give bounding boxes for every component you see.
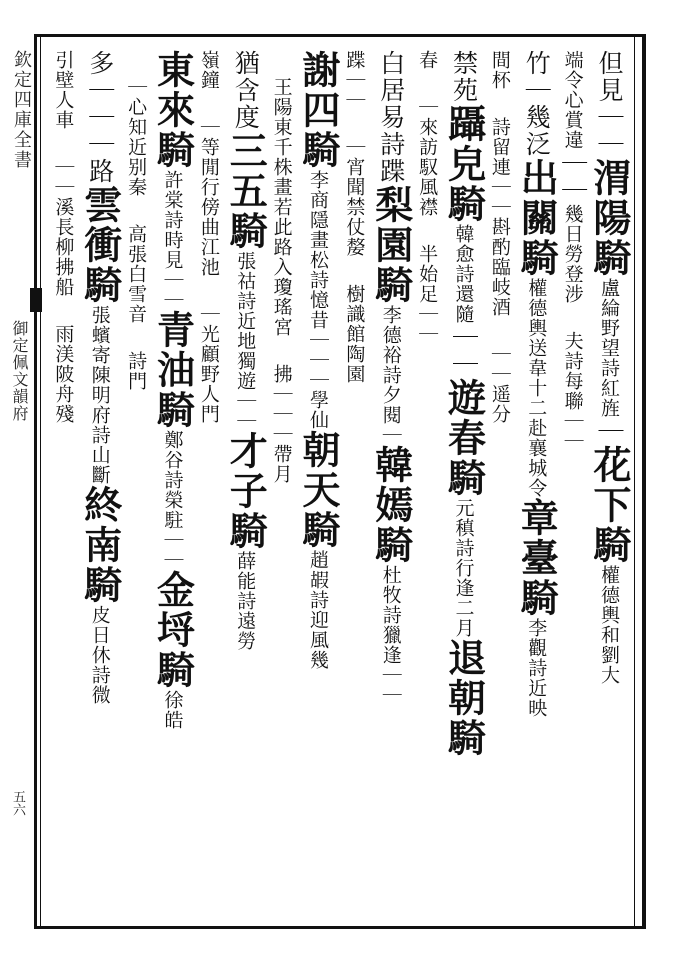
text-segment bbox=[49, 297, 78, 324]
text-segment: 李觀詩近映 bbox=[525, 618, 548, 718]
text-segment: ｜｜溪長柳拂船 bbox=[52, 157, 75, 297]
text-segment: ｜｜ bbox=[558, 150, 588, 204]
text-segment: ｜ bbox=[595, 418, 624, 445]
left-border-line bbox=[34, 34, 37, 929]
text-segment: 高張白雪音 bbox=[125, 224, 148, 324]
text-segment: ｜宵聞禁仗嫠 bbox=[343, 137, 366, 257]
text-column bbox=[119, 50, 155, 920]
text-segment: 幾日勞登涉 bbox=[561, 204, 584, 304]
text-segment bbox=[413, 217, 442, 244]
text-segment: 蹀｜｜ bbox=[343, 50, 366, 110]
text-column bbox=[46, 50, 82, 920]
text-segment: ｜｜ bbox=[449, 324, 479, 378]
headword: 謝四騎 bbox=[296, 50, 341, 170]
headword: 梨園騎 bbox=[368, 185, 414, 305]
text-segment bbox=[340, 257, 369, 284]
text-segment: ｜心知近别秦 bbox=[125, 77, 148, 197]
text-column bbox=[410, 50, 446, 920]
text-segment: 多｜｜｜路 bbox=[85, 50, 115, 185]
headword: 終南騎 bbox=[77, 485, 123, 605]
headword: 退朝騎 bbox=[441, 638, 487, 758]
book-series-title: 欽定四庫全書 bbox=[11, 50, 32, 170]
text-segment: 端令心賞違 bbox=[561, 50, 584, 150]
text-segment: 張蠙寄陳明府詩山斷 bbox=[88, 305, 111, 485]
text-segment: 薛能詩遠勞 bbox=[234, 551, 257, 651]
bottom-border-line bbox=[34, 926, 646, 929]
headword: 遊春騎 bbox=[441, 378, 487, 498]
headword: 花下騎 bbox=[587, 445, 632, 565]
text-segment: ｜｜遥分 bbox=[488, 344, 511, 424]
text-segment: 春 bbox=[416, 50, 439, 70]
fish-tail-mark bbox=[30, 288, 42, 312]
text-segment: 元稹詩行逢二月 bbox=[452, 498, 475, 638]
right-inner-border-line bbox=[634, 34, 635, 929]
text-segment: 樹識館陶園 bbox=[343, 284, 366, 384]
left-inner-border-line bbox=[40, 34, 41, 929]
text-column bbox=[555, 50, 591, 920]
text-segment bbox=[413, 70, 442, 97]
text-segment: 韓愈詩還隨 bbox=[452, 224, 475, 324]
headword: 雲衝騎 bbox=[77, 185, 123, 305]
headword: 躡皃騎 bbox=[441, 104, 487, 224]
text-segment bbox=[559, 304, 588, 331]
text-column bbox=[77, 50, 123, 920]
right-border-line bbox=[642, 34, 646, 929]
text-segment: 猶含度 bbox=[231, 50, 261, 131]
headword: 韓嫣騎 bbox=[368, 445, 414, 565]
headword: 才子騎 bbox=[223, 431, 269, 551]
headword: 章臺騎 bbox=[514, 498, 560, 618]
text-segment bbox=[122, 324, 151, 351]
book-title: 御定佩文韻府 bbox=[10, 320, 29, 422]
text-segment: 夫詩每聯｜｜ bbox=[561, 331, 584, 451]
text-segment bbox=[340, 110, 369, 137]
text-segment: 間杯 bbox=[488, 50, 511, 90]
headword: 金埒騎 bbox=[150, 570, 196, 690]
text-segment: 李商隱畫松詩憶昔｜｜｜學仙 bbox=[307, 170, 329, 430]
text-segment bbox=[122, 197, 151, 224]
text-column bbox=[223, 50, 269, 920]
text-segment: 盧綸野望詩紅旌 bbox=[598, 278, 620, 418]
text-segment: 徐皓 bbox=[161, 690, 184, 730]
page-number: 五六 bbox=[10, 790, 25, 816]
text-segment bbox=[268, 337, 297, 364]
text-segment: 張祜詩近地獨遊｜｜ bbox=[234, 251, 257, 431]
text-segment: 權德輿送韋十二赴襄城令 bbox=[525, 278, 548, 498]
text-segment: 李德裕詩夕閱｜ bbox=[379, 305, 402, 445]
headword: 東來騎 bbox=[150, 50, 196, 170]
text-segment: 半始足｜｜ bbox=[416, 244, 439, 344]
headword: 渭陽騎 bbox=[587, 158, 632, 278]
text-segment bbox=[268, 50, 297, 77]
text-segment: 引壁人車 bbox=[52, 50, 75, 130]
text-segment: 詩門 bbox=[125, 351, 148, 391]
text-column bbox=[441, 50, 487, 920]
text-segment bbox=[195, 90, 224, 117]
text-segment bbox=[122, 50, 151, 77]
text-segment: 白居易詩蹀 bbox=[376, 50, 406, 185]
text-segment: 但見｜｜ bbox=[595, 50, 624, 158]
headword: 青油騎 bbox=[150, 310, 196, 430]
text-column bbox=[150, 50, 196, 920]
text-column bbox=[296, 50, 341, 920]
text-segment: 雨渼陂舟殘 bbox=[52, 324, 75, 424]
headword: 出關騎 bbox=[514, 158, 560, 278]
headword: 三五騎 bbox=[223, 131, 269, 251]
text-segment: ｜來訪馭風襟 bbox=[416, 97, 439, 217]
text-segment bbox=[486, 317, 515, 344]
text-column bbox=[337, 50, 373, 920]
text-segment: 拂｜｜｜帶月 bbox=[270, 364, 293, 484]
text-column bbox=[192, 50, 228, 920]
text-segment: 杜牧詩獵逢｜｜ bbox=[379, 565, 402, 705]
text-segment: 皮日休詩微 bbox=[88, 605, 111, 705]
text-segment bbox=[49, 130, 78, 157]
text-column bbox=[483, 50, 519, 920]
text-segment: 王陽東千株畫若此路入瓊瑤宮 bbox=[270, 77, 293, 337]
text-segment: 鄭谷詩榮駐｜｜ bbox=[161, 430, 184, 570]
text-segment bbox=[195, 277, 224, 304]
headword: 朝天騎 bbox=[296, 430, 341, 550]
text-segment: 許棠詩時見｜｜ bbox=[161, 170, 184, 310]
text-segment: ｜等閒行傍曲江池 bbox=[197, 117, 220, 277]
text-segment: 嶺鐘 bbox=[197, 50, 220, 90]
text-column bbox=[368, 50, 414, 920]
text-segment bbox=[486, 90, 515, 117]
text-column bbox=[264, 50, 300, 920]
text-column bbox=[514, 50, 560, 920]
text-column bbox=[587, 50, 632, 920]
text-segment: ｜光顧野人門 bbox=[197, 304, 220, 424]
top-border-line bbox=[34, 34, 646, 37]
text-segment: 趙嘏詩迎風幾 bbox=[307, 550, 329, 670]
text-segment: 詩留連｜｜斟酌臨岐酒 bbox=[488, 117, 511, 317]
text-segment: 竹｜幾泛 bbox=[522, 50, 552, 158]
text-segment: 權德輿和劉大 bbox=[598, 565, 620, 685]
text-segment: 禁苑 bbox=[449, 50, 479, 104]
